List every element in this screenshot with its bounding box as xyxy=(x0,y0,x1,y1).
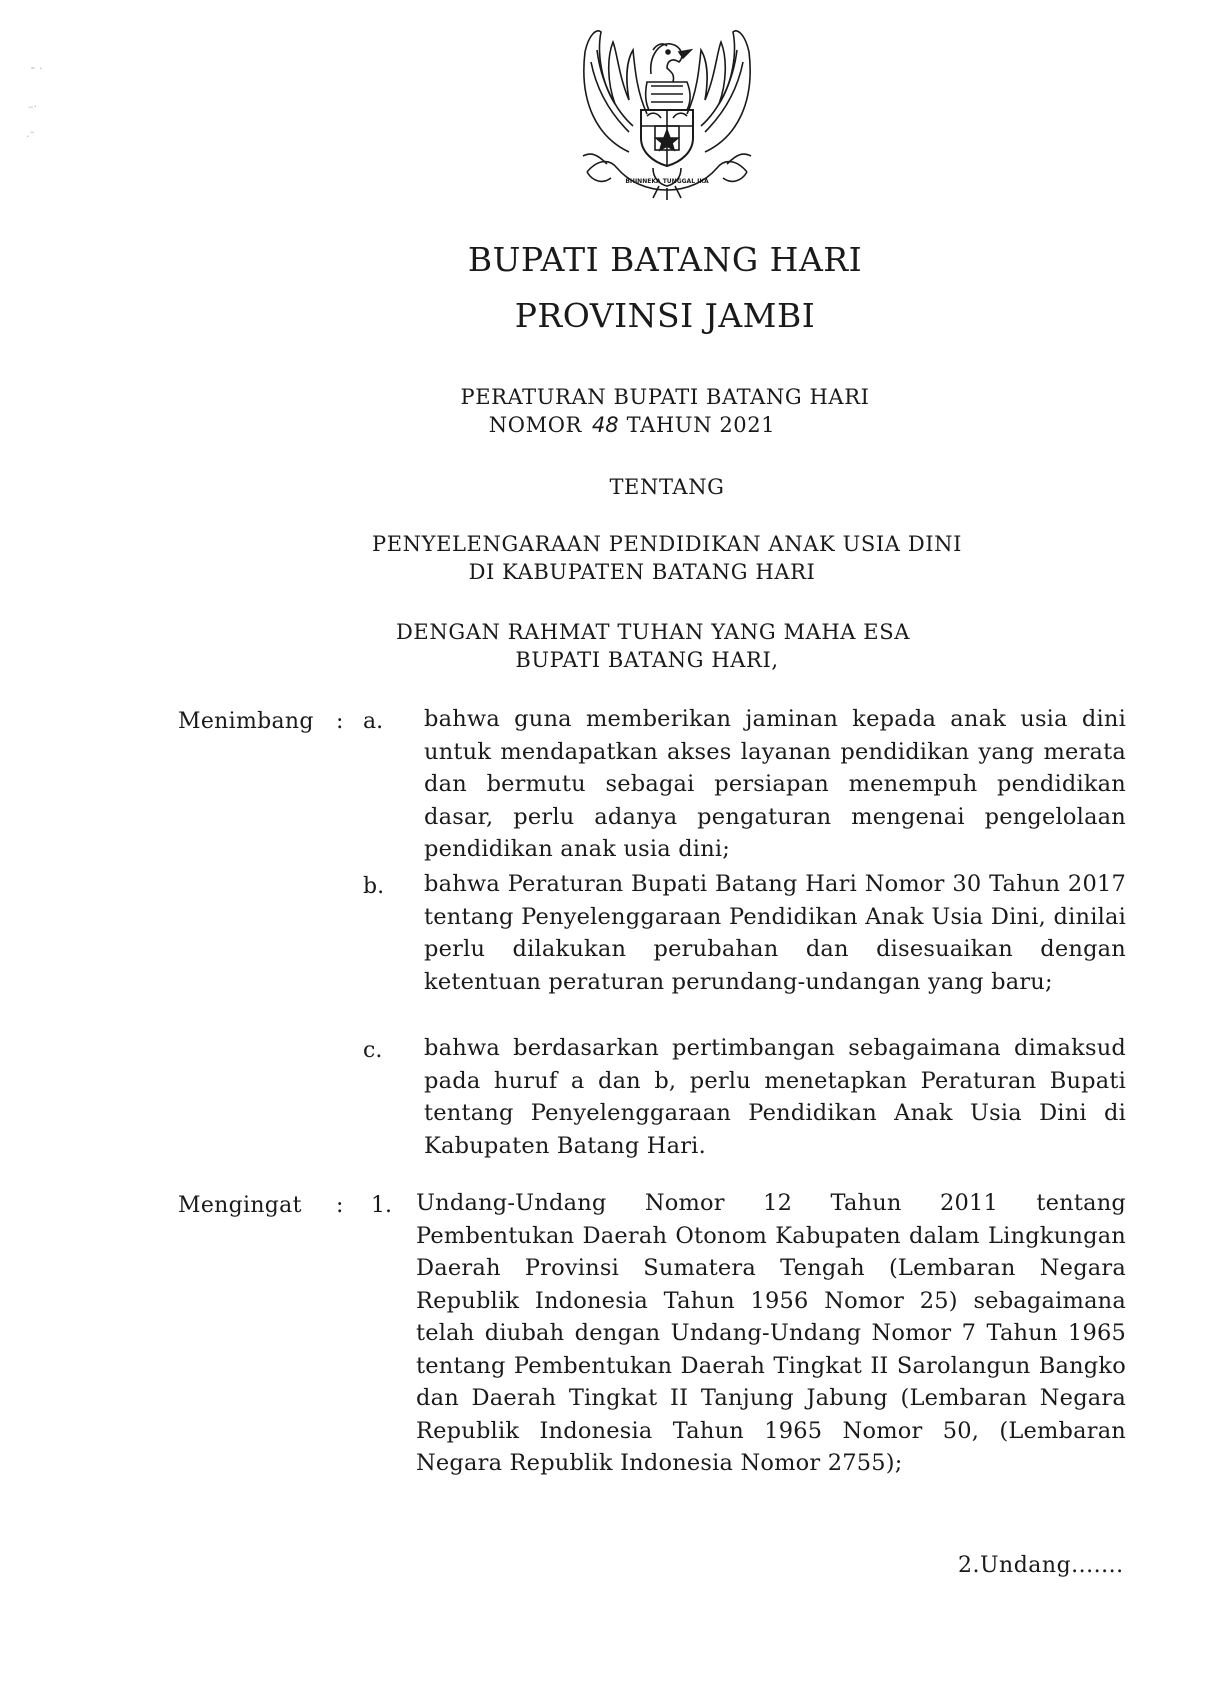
regulation-year: TAHUN 2021 xyxy=(626,413,776,437)
scan-artifact: ·˘ xyxy=(26,130,35,143)
menimbang-item-text: bahwa guna memberikan jaminan kepada anak usia dini untuk mendapatkan akses layanan pendidikan yang merata dan bermutu sebagai persiapan menempuh pendidikan dasar, perlu adanya pengaturan mengenai pengelolaan pendidikan anak usia dini; xyxy=(424,706,1126,862)
next-page-reference: 2.Undang....... xyxy=(958,1553,1124,1578)
header-title-province: PROVINSI JAMBI xyxy=(514,296,816,335)
menimbang-label: Menimbang xyxy=(178,709,314,734)
about-heading: TENTANG xyxy=(609,475,725,499)
menimbang-item-letter: a. xyxy=(363,709,384,734)
menimbang-item-letter: b. xyxy=(363,874,385,899)
mengingat-colon: : xyxy=(336,1193,344,1218)
menimbang-colon: : xyxy=(336,709,344,734)
mengingat-item-number: 1. xyxy=(371,1193,392,1218)
preamble-line-1: DENGAN RAHMAT TUHAN YANG MAHA ESA xyxy=(396,620,910,644)
menimbang-item-text: bahwa Peraturan Bupati Batang Hari Nomor 30 Tahun 2017 tentang Penyelenggaraan Pendidikan Anak Usia Dini, dinilai perlu dilakukan perubahan dan disesuaikan dengan ketentuan peraturan perundang-undangan yang baru; xyxy=(424,871,1126,995)
preamble-line-2: BUPATI BATANG HARI, xyxy=(515,648,779,672)
header-title-regent: BUPATI BATANG HARI xyxy=(467,240,863,279)
regulation-number-prefix: NOMOR xyxy=(488,413,582,437)
subject-line-1: PENYELENGARAAN PENDIDIKAN ANAK USIA DINI xyxy=(371,532,963,556)
scan-artifact: ⁃ · xyxy=(30,62,43,75)
regulation-type: PERATURAN BUPATI BATANG HARI xyxy=(460,385,870,409)
menimbang-item-text: bahwa berdasarkan pertimbangan sebagaimana dimaksud pada huruf a dan b, perlu menetapkan Peraturan Bupati tentang Penyelenggaraan Pendidikan Anak Usia Dini di Kabupaten Batang Hari. xyxy=(424,1035,1126,1159)
mengingat-label: Mengingat xyxy=(178,1193,302,1218)
subject-line-2: DI KABUPATEN BATANG HARI xyxy=(468,560,816,584)
mengingat-item-text: Undang-Undang Nomor 12 Tahun 2011 tentang Pembentukan Daerah Otonom Kabupaten dalam Lingkungan Daerah Provinsi Sumatera Tengah (Lembaran Negara Republik Indonesia Tahun 1956 Nomor 25) sebagaimana telah diubah dengan Undang-Undang Nomor 7 Tahun 1965 tentang Pembentukan Daerah Tingkat II Sarolangun Bangko dan Daerah Tingkat II Tanjung Jabung (Lembaran Negara Republik Indonesia Tahun 1965 Nomor 50, (Lembaran Negara Republik Indonesia Nomor 2755); xyxy=(416,1190,1126,1476)
garuda-emblem-icon xyxy=(567,22,767,212)
scan-artifact: –· xyxy=(28,100,37,113)
regulation-number xyxy=(0,413,1220,437)
handwritten-number: 48 xyxy=(591,413,619,437)
menimbang-item-letter: c. xyxy=(363,1038,383,1063)
emblem-motto: BHINNEKA TUNGGAL IKA xyxy=(625,178,709,185)
